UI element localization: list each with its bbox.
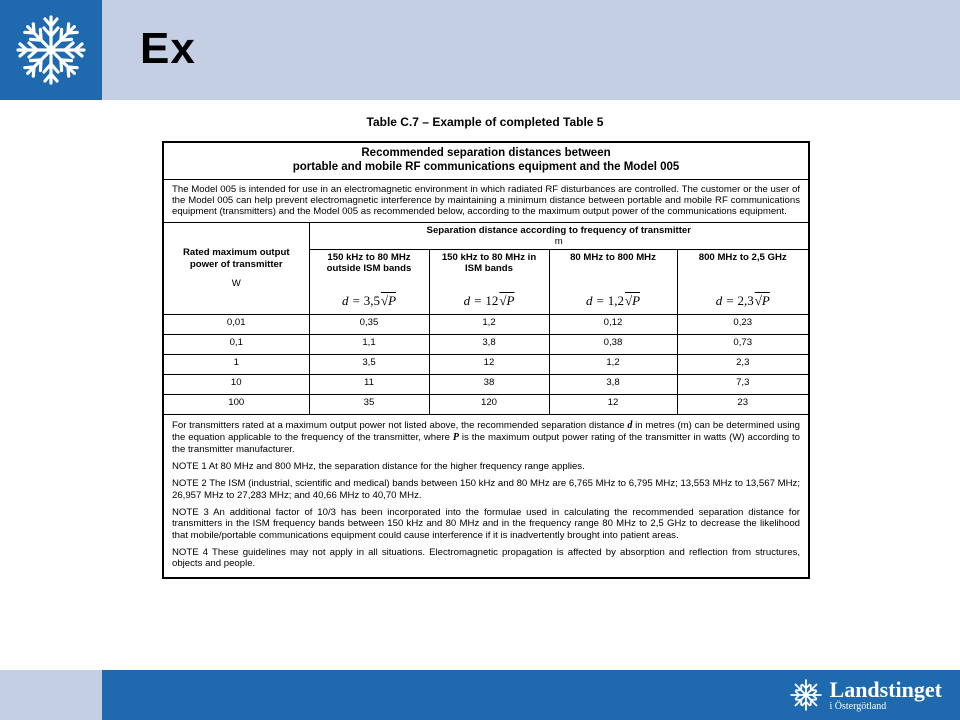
separation-label: Separation distance according to frequency of transmitter [426, 224, 691, 236]
band-header-1 [309, 250, 429, 315]
table-cell: 0,73 [677, 335, 809, 355]
table-cell: 12 [429, 355, 549, 375]
table-cell: 120 [429, 395, 549, 415]
note-symbol-p: P [452, 431, 459, 443]
table-cell: 0,35 [309, 315, 429, 335]
table-row [163, 375, 809, 395]
brand-name: Landstinget [829, 676, 942, 702]
table-cell: 38 [429, 375, 549, 395]
heading-line-2: portable and mobile RF communications equipment and the Model 005 [292, 160, 680, 173]
note-1: NOTE 1 At 80 MHz and 800 MHz, the separation distance for the higher frequency range applies. [172, 461, 585, 473]
band-label: 150 kHz to 80 MHz outside ISM bands [326, 252, 412, 275]
intro-text: The Model 005 is intended for use in an electromagnetic environment in which radiated RF disturbances are controlled. The customer or the user of the Model 005 can help prevent electromagnetic interference by maintaining a minimum distance between portable and mobile RF communications equipment (transmitters) and the Model 005 as recommended below, according to the maximum output power of the communications equipment. [163, 179, 809, 222]
band-header-4 [677, 250, 809, 315]
notes-section [163, 415, 809, 578]
note-text: is the maximum output power rating of the transmitter in watts (W) according to the transmitter manufacturer. [172, 431, 801, 455]
note-text: For transmitters rated at a maximum output power not listed above, the recommended separation distance [172, 420, 628, 432]
separation-distance-header [309, 222, 809, 250]
note-intro [172, 420, 800, 455]
table-row [163, 355, 809, 375]
table-cell: 3,5 [309, 355, 429, 375]
slide-title: Ex [140, 24, 196, 73]
snowflake-small-icon [788, 677, 824, 713]
formula-coefficient: 1,2 [607, 292, 624, 308]
table-cell: 10 [163, 375, 309, 395]
rated-power-header [163, 222, 309, 315]
table-cell: 3,8 [429, 335, 549, 355]
note-text: in metres (m) can be determined using the equation applicable to the frequency of the transmitter, where [172, 420, 801, 443]
note-4: NOTE 4 These guidelines may not apply in all situations. Electromagnetic propagation is affected by absorption and reflection from structures, objects and people. [172, 546, 801, 570]
table-cell: 35 [309, 395, 429, 415]
note-symbol-d: d [627, 420, 633, 432]
table-cell: 0,23 [677, 315, 809, 335]
table-cell: 12 [549, 395, 677, 415]
table-cell: 11 [309, 375, 429, 395]
table-cell: 23 [677, 395, 809, 415]
heading-line-1: Recommended separation distances between [361, 147, 611, 159]
table-row [163, 395, 809, 415]
table-cell: 1,1 [309, 335, 429, 355]
formula: d = 2,3√P [715, 292, 770, 308]
brand-subtitle: i Östergötland [829, 700, 887, 712]
table-cell: 3,8 [549, 375, 677, 395]
formula: d = 3,5√P [341, 292, 397, 308]
brand-text [829, 676, 942, 712]
band-header-3 [549, 250, 677, 315]
formula-coefficient: 3,5 [363, 292, 380, 308]
brand-logo [788, 673, 942, 717]
band-label: 80 MHz to 800 MHz [570, 252, 656, 264]
table-cell: 1 [163, 355, 309, 375]
band-label: 800 MHz to 2,5 GHz [698, 252, 787, 264]
formula-coefficient: 2,3 [737, 292, 754, 308]
table-cell: 0,01 [163, 315, 309, 335]
table-cell: 0,38 [549, 335, 677, 355]
logo-box [0, 0, 102, 100]
formula: d = 1,2√P [585, 292, 641, 308]
table-cell: 1,2 [549, 355, 677, 375]
table-cell: 100 [163, 395, 309, 415]
band-header-2 [429, 250, 549, 315]
table-cell: 0,1 [163, 335, 309, 355]
table-caption: Table C.7 – Example of completed Table 5 [366, 115, 604, 129]
formula-coefficient: 12 [485, 292, 499, 308]
band-label: 150 kHz to 80 MHz in ISM bands [441, 252, 537, 275]
rated-power-label: Rated maximum output power of transmitter [182, 247, 290, 270]
note-2: NOTE 2 The ISM (industrial, scientific and medical) bands between 150 kHz and 80 MHz are 6,765 MHz to 6,795 MHz; 13,553 MHz to 13,567 MHz; 26,957 MHz to 27,283 MHz; and 40,66 MHz to 40,70 MHz. [172, 478, 801, 501]
separation-distance-table [162, 141, 810, 579]
table-cell: 2,3 [677, 355, 809, 375]
table-heading [163, 142, 809, 179]
table-cell: 0,12 [549, 315, 677, 335]
note-3: NOTE 3 An additional factor of 10/3 has been incorporated into the formulae used in calculating the recommended separation distance for transmitters in the ISM frequency bands between 150 kHz and 80 MHz and in the frequency range 80 MHz to 2,5 GHz to decrease the likelihood that mobile/portable communications equipment could cause interference if it is inadvertently brought into patient areas. [172, 507, 801, 541]
separation-unit: m [554, 235, 563, 247]
snowflake-logo-icon [11, 10, 91, 90]
table-cell: 1,2 [429, 315, 549, 335]
table-row [163, 335, 809, 355]
table-cell: 7,3 [677, 375, 809, 395]
document-scan [162, 115, 808, 579]
rated-power-unit: W [231, 278, 241, 289]
formula: d = 12√P [463, 292, 515, 308]
table-row [163, 315, 809, 335]
footer-left-block [0, 670, 102, 720]
